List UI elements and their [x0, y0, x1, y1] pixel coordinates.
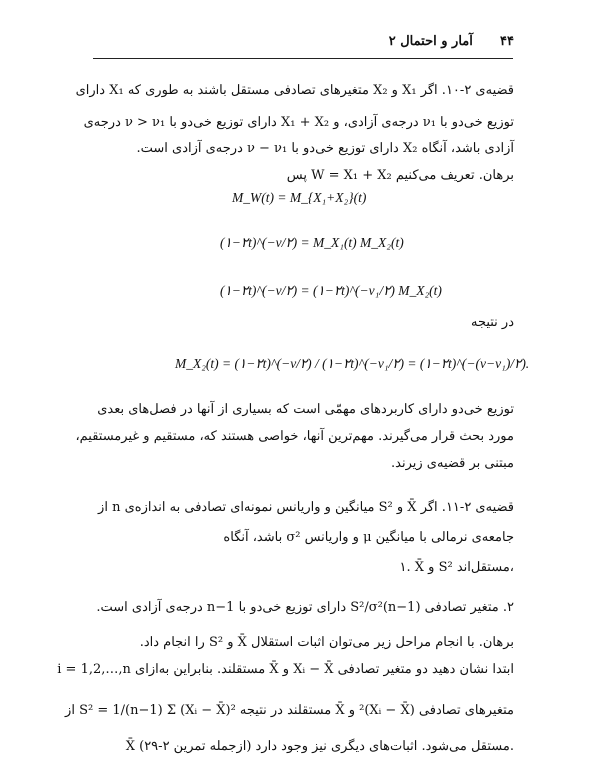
- equation-1: M_W(t) = M_{X₁+X₂}(t): [232, 190, 367, 205]
- theorem-10-line-2: توزیع خی‌دو با ν₁ درجه‌ی آزادی، و X₁ + X₂ دارای توزیع خی‌دو با ν > ν₁ درجه‌ی: [83, 115, 514, 130]
- result-equation: M_X₂(t) = (۱−۲t)^(−ν/۲) / (۱−۲t)^(−ν₁/۲) = (۱−۲t)^(−(ν−ν₁)/۲).: [175, 356, 530, 371]
- page-number: ۴۴: [500, 34, 514, 49]
- proof-11-line-2: ابتدا نشان دهید دو متغیر تصادفی Xᵢ − X̄ و X̄ مستقلند. بنابراین به‌ازای i = 1,2,…,n: [57, 662, 514, 677]
- book-title: آمار و احتمال ۲: [388, 34, 473, 49]
- paragraph-line-2: مورد بحث قرار می‌گیرند. مهم‌ترین آنها، خواصی هستند که، مستقیم و غیرمستقیم،: [75, 429, 514, 444]
- equation-3: (۱−۲t)^(−ν/۲) = (۱−۲t)^(−ν₁/۲) M_X₂(t): [220, 283, 442, 298]
- theorem-11-item-1: ۱. X̄ و S² مستقل‌اند،: [399, 560, 514, 575]
- equation-2: (۱−۲t)^(−ν/۲) = M_X₁(t) M_X₂(t): [220, 235, 404, 250]
- theorem-11-line-1: قضیه‌ی ۲-۱۱. اگر X̄ و S² میانگین و واریانس نمونه‌ای تصادفی به اندازه‌ی n از: [98, 500, 514, 515]
- header-rule: [93, 58, 513, 59]
- paragraph-line-1: توزیع خی‌دو دارای کاربردهای مهمّی است که بسیاری از آنها در فصل‌های بعدی: [97, 402, 514, 417]
- proof-11-line-4: X̄ مستقل می‌شود. اثبات‌های دیگری نیز وجود دارد (ازجمله تمرین ۲-۲۹).: [125, 739, 514, 754]
- theorem-10-line-1: قضیه‌ی ۲-۱۰. اگر X₁ و X₂ متغیرهای تصادفی مستقل باشند به طوری که X₁ دارای: [75, 83, 514, 98]
- proof-line: برهان. تعریف می‌کنیم W = X₁ + X₂ پس: [286, 168, 514, 183]
- page-header: [389, 34, 514, 50]
- theorem-11-item-2: ۲. متغیر تصادفی (n−1)S²/σ² دارای توزیع خی‌دو با n−1 درجه‌ی آزادی است.: [96, 600, 514, 615]
- theorem-11-line-2: جامعه‌ی نرمالی با میانگین μ و واریانس σ² باشد، آنگاه: [223, 530, 514, 545]
- paragraph-line-3: مبتنی بر قضیه‌ی زیرند.: [391, 456, 514, 471]
- proof-11-line-3: متغیرهای تصادفی (Xᵢ − X̄)² و X̄ مستقلند در نتیجه S² = 1/(n−1) Σ (Xᵢ − X̄)² از: [65, 703, 514, 718]
- theorem-10-line-3: آزادی باشد، آنگاه X₂ دارای توزیع خی‌دو با ν − ν₁ درجه‌ی آزادی است.: [136, 141, 514, 156]
- proof-11-line-1: برهان. با انجام مراحل زیر می‌توان اثبات استقلال X̄ و S² را انجام داد.: [139, 635, 514, 650]
- therefore-label: در نتیجه: [470, 315, 514, 330]
